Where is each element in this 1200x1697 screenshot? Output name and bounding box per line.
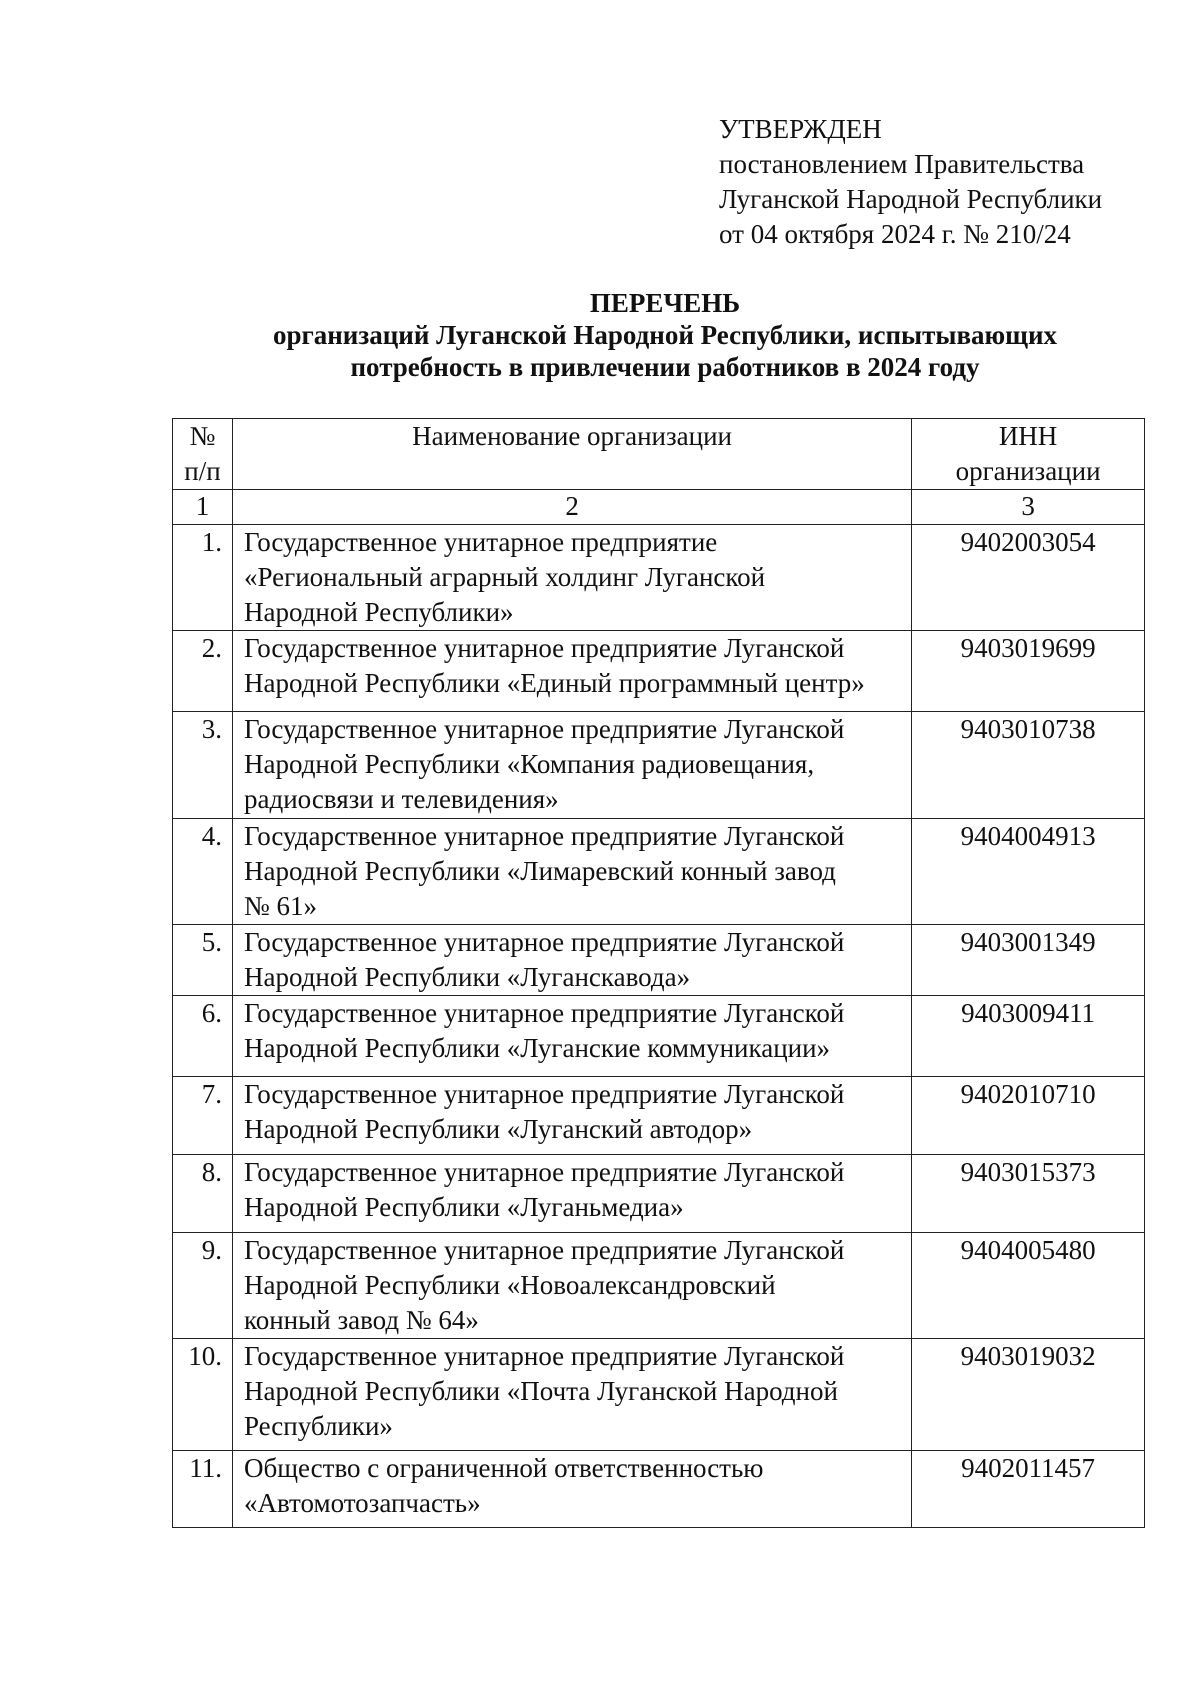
organization-name-line: Народной Республики» — [243, 597, 514, 627]
organization-inn: 9403001349 — [912, 925, 1145, 996]
organization-name — [232, 1077, 911, 1155]
approval-line: Луганской Народной Республики — [719, 184, 1103, 214]
table-row — [173, 631, 1145, 712]
organization-name — [232, 1339, 911, 1451]
organization-name-line: конный завод № 64» — [243, 1305, 479, 1335]
approval-date: от 04 октября 2024 г. № 210/24 — [719, 219, 1071, 249]
organization-name-line: Государственное унитарное предприятие Луганской — [243, 821, 845, 851]
organization-name — [232, 925, 911, 996]
organization-inn: 9403009411 — [912, 996, 1145, 1077]
organization-name — [232, 1233, 911, 1339]
row-number: 11. — [173, 1451, 233, 1528]
row-number: 10. — [173, 1339, 233, 1451]
header-inn-line: ИНН — [998, 421, 1058, 451]
organization-name-line: Народной Республики «Лимаревский конный завод — [243, 856, 836, 886]
approval-stamp — [719, 112, 1102, 252]
row-number: 1. — [173, 525, 233, 631]
header-num — [173, 419, 233, 490]
organization-name-line: Государственное унитарное предприятие — [243, 527, 718, 557]
organization-name — [232, 1155, 911, 1233]
table-row — [173, 996, 1145, 1077]
row-number: 2. — [173, 631, 233, 712]
organization-name-line: Народной Республики «Новоалександровский — [243, 1270, 776, 1300]
organization-name-line: Государственное унитарное предприятие Луганской — [243, 633, 845, 663]
organization-name — [232, 1451, 911, 1528]
organization-name — [232, 631, 911, 712]
title-heading: ПЕРЕЧЕНЬ — [589, 288, 741, 318]
organization-name-line: Государственное унитарное предприятие Луганской — [243, 1157, 845, 1187]
table-row — [173, 925, 1145, 996]
row-number: 4. — [173, 819, 233, 925]
organization-name — [232, 996, 911, 1077]
organization-name — [232, 712, 911, 819]
header-name: Наименование организации — [232, 419, 911, 490]
table-row — [173, 1155, 1145, 1233]
row-number: 6. — [173, 996, 233, 1077]
organization-name-line: Народной Республики «Луганьмедиа» — [243, 1192, 684, 1222]
document-title — [0, 287, 1200, 383]
title-line: организаций Луганской Народной Республики, испытывающих — [272, 320, 1058, 350]
organization-inn: 9403015373 — [912, 1155, 1145, 1233]
organization-inn: 9402011457 — [912, 1451, 1145, 1528]
organization-name-line: Государственное унитарное предприятие Луганской — [243, 998, 845, 1028]
organization-name-line: № 61» — [243, 891, 317, 921]
organization-inn: 9404005480 — [912, 1233, 1145, 1339]
organization-name-line: Государственное унитарное предприятие Луганской — [243, 1079, 845, 1109]
column-index-cell: 2 — [232, 490, 911, 525]
organization-name-line: Государственное унитарное предприятие Луганской — [243, 927, 845, 957]
organization-name-line: Общество с ограниченной ответственностью — [243, 1453, 764, 1483]
row-number: 7. — [173, 1077, 233, 1155]
header-inn-line: организации — [955, 456, 1101, 486]
organization-name-line: Народной Республики «Единый программный центр» — [243, 668, 865, 698]
column-index-cell: 1 — [173, 490, 233, 525]
table-header-row — [173, 419, 1145, 490]
organization-name-line: Народной Республики «Компания радиовещания, — [243, 749, 815, 779]
table-row — [173, 525, 1145, 631]
organization-name-line: Народной Республики «Луганскавода» — [243, 962, 691, 992]
organization-name — [232, 525, 911, 631]
organization-name-line: «Региональный аграрный холдинг Луганской — [243, 562, 766, 592]
organization-name-line: «Автомотозапчасть» — [243, 1488, 481, 1518]
column-index-cell: 3 — [912, 490, 1145, 525]
table-row — [173, 819, 1145, 925]
row-number: 5. — [173, 925, 233, 996]
organizations-table — [172, 418, 1145, 1528]
organization-name-line: радиосвязи и телевидения» — [243, 784, 559, 814]
organization-inn: 9402003054 — [912, 525, 1145, 631]
organization-name-line: Народной Республики «Луганский автодор» — [243, 1114, 753, 1144]
table-body — [173, 419, 1145, 1528]
approval-heading: УТВЕРЖДЕН — [719, 114, 882, 144]
organization-name-line: Народной Республики «Луганские коммуникации» — [243, 1033, 831, 1063]
organization-inn: 9403019699 — [912, 631, 1145, 712]
organization-name-line: Государственное унитарное предприятие Луганской — [243, 1235, 845, 1265]
table-row — [173, 712, 1145, 819]
row-number: 3. — [173, 712, 233, 819]
organization-inn: 9403010738 — [912, 712, 1145, 819]
organization-inn: 9404004913 — [912, 819, 1145, 925]
column-index-row — [173, 490, 1145, 525]
table-row — [173, 1339, 1145, 1451]
approval-line: постановлением Правительства — [719, 149, 1085, 179]
organization-name-line: Государственное унитарное предприятие Луганской — [243, 1341, 845, 1371]
header-num-line: п/п — [184, 456, 221, 486]
header-inn — [912, 419, 1145, 490]
organization-inn: 9402010710 — [912, 1077, 1145, 1155]
table-row — [173, 1077, 1145, 1155]
row-number: 9. — [173, 1233, 233, 1339]
row-number: 8. — [173, 1155, 233, 1233]
organization-name-line: Республики» — [243, 1411, 393, 1441]
organization-name-line: Народной Республики «Почта Луганской Народной — [243, 1376, 838, 1406]
header-num-line: № — [189, 421, 216, 451]
organization-inn: 9403019032 — [912, 1339, 1145, 1451]
table-row — [173, 1451, 1145, 1528]
organization-name — [232, 819, 911, 925]
title-line: потребность в привлечении работников в 2024 году — [350, 352, 980, 382]
table-row — [173, 1233, 1145, 1339]
organization-name-line: Государственное унитарное предприятие Луганской — [243, 714, 845, 744]
